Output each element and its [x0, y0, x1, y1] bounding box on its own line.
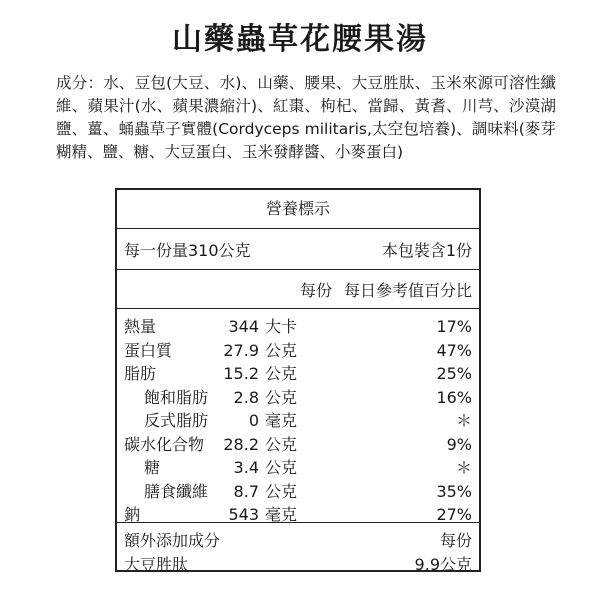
- nutrient-amount: 28.2: [223, 434, 259, 454]
- nutrient-row-sodium: [117, 503, 479, 527]
- nutrient-unit: 大卡: [265, 317, 298, 336]
- nutrient-unit: 公克: [265, 434, 298, 454]
- added-ingredient-value: 9.9公克: [414, 554, 472, 574]
- nutrient-row-carbohydrate: [117, 433, 479, 457]
- nutrient-percent: 16%: [436, 387, 472, 407]
- nutrient-percent: 25%: [436, 364, 472, 383]
- nutrient-amount: 8.7: [233, 481, 259, 501]
- added-ingredients-section: [117, 523, 479, 575]
- servings-per-pack: 本包裝含1份: [381, 240, 472, 260]
- nutrient-percent: ＊: [455, 411, 472, 430]
- product-title: 山藥蟲草花腰果湯: [172, 22, 428, 57]
- added-ingredient-name: 大豆胜肽: [124, 554, 189, 574]
- nutrient-amount: 27.9: [223, 340, 259, 360]
- nutrient-name: 糖: [144, 458, 161, 477]
- nutrient-row-protein: [117, 339, 479, 363]
- nutrient-unit: 毫克: [265, 411, 298, 430]
- nutrition-facts-panel: [115, 188, 481, 572]
- serving-size: 每一份量310公克: [124, 240, 251, 260]
- nutrient-name: 飽和脂肪: [144, 387, 209, 407]
- nutrient-amount: 2.8: [233, 387, 259, 407]
- nutrient-name: 熱量: [124, 317, 157, 336]
- nutrient-percent: 35%: [436, 481, 472, 501]
- nutrient-amount: 0: [248, 411, 259, 430]
- nutrient-unit: 公克: [265, 340, 298, 360]
- nutrient-name: 反式脂肪: [144, 411, 209, 430]
- nutrient-row-energy: [117, 315, 479, 339]
- nutrient-row-saturated-fat: [117, 386, 479, 410]
- col-daily-value: 每日參考值百分比: [343, 280, 472, 300]
- nutrient-row-trans-fat: [117, 409, 479, 433]
- nutrient-unit: 公克: [265, 458, 298, 477]
- added-ingredients-label: 額外添加成分: [124, 530, 221, 550]
- nutrient-percent: 9%: [446, 434, 472, 454]
- nutrient-percent: ＊: [455, 458, 472, 477]
- nutrient-percent: 47%: [436, 340, 472, 360]
- nutrient-name: 鈉: [124, 505, 141, 524]
- nutrient-amount: 344: [228, 317, 259, 336]
- nutrient-row-sugar: [117, 456, 479, 480]
- nutrient-row-dietary-fiber: [117, 480, 479, 504]
- ingredients-list: 成分：水、豆包(大豆、水)、山藥、腰果、大豆胜肽、玉米來源可溶性纖維、蘋果汁(水、蘋果濃縮汁)、紅棗、枸杞、當歸、黃耆、川芎、沙漠湖鹽、薑、蛹蟲草子實體(Cordyceps militaris,太空包培養)、調味料(麥芽糊精、鹽、糖、大豆蛋白、玉米發酵醬、小麥蛋白): [56, 74, 556, 161]
- nutrition-title: 營養標示: [117, 190, 479, 229]
- col-per-serving: 每份: [299, 280, 332, 300]
- nutrient-amount: 543: [228, 505, 259, 524]
- nutrient-unit: 公克: [265, 387, 298, 407]
- added-ingredients-col: 每份: [439, 530, 472, 550]
- added-ingredient-row: [117, 551, 479, 575]
- nutrient-percent: 17%: [436, 317, 472, 336]
- nutrient-name: 蛋白質: [124, 340, 173, 360]
- nutrient-percent: 27%: [436, 505, 472, 524]
- nutrient-unit: 公克: [265, 364, 298, 383]
- nutrient-amount: 3.4: [233, 458, 259, 477]
- nutrient-row-fat: [117, 362, 479, 386]
- nutrient-amount: 15.2: [223, 364, 259, 383]
- nutrient-name: 碳水化合物: [124, 434, 205, 454]
- nutrient-table: [117, 309, 479, 523]
- nutrient-unit: 公克: [265, 481, 298, 501]
- nutrient-name: 脂肪: [124, 364, 157, 383]
- nutrient-unit: 毫克: [265, 505, 298, 524]
- serving-row: [117, 229, 479, 270]
- nutrient-name: 膳食纖維: [144, 481, 209, 501]
- column-header-row: [117, 270, 479, 309]
- added-ingredients-header: [117, 527, 479, 551]
